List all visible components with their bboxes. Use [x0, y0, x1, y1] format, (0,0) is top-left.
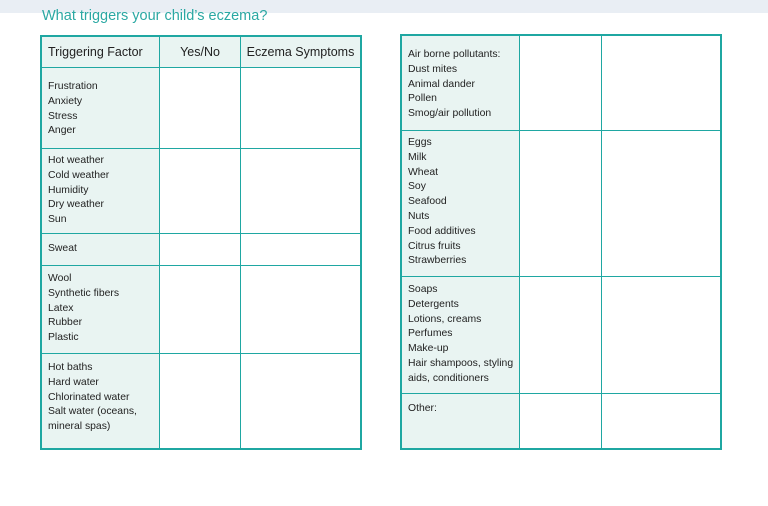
trigger-item: Strawberries — [408, 255, 467, 267]
table-row — [42, 353, 360, 448]
trigger-item: Salt water (oceans, — [48, 406, 137, 418]
trigger-item: Wheat — [408, 166, 439, 178]
trigger-item: Citrus fruits — [408, 240, 461, 252]
yes-no-cell[interactable] — [159, 68, 240, 148]
trigger-item: Hot baths — [48, 362, 93, 373]
trigger-item: Frustration — [48, 81, 98, 92]
trigger-item: Latex — [48, 302, 74, 314]
yes-no-cell[interactable] — [159, 266, 240, 353]
trigger-item: Plastic — [48, 332, 79, 344]
trigger-item: Hard water — [48, 376, 99, 388]
trigger-item: Soaps — [408, 284, 438, 295]
yes-no-cell[interactable] — [159, 149, 240, 233]
eczema-symptoms-cell[interactable] — [601, 131, 720, 276]
trigger-item: Lotions, creams — [408, 313, 482, 325]
table-row — [402, 36, 720, 130]
table-row — [42, 67, 360, 148]
trigger-item: Humidity — [48, 184, 89, 196]
eczema-symptoms-cell[interactable] — [601, 36, 720, 130]
eczema-symptoms-cell[interactable] — [240, 68, 360, 148]
trigger-item: Nuts — [408, 210, 430, 222]
table-row — [402, 393, 720, 448]
trigger-item: Hot weather — [48, 155, 105, 166]
trigger-item: Chlorinated water — [48, 391, 130, 403]
trigger-factor-cell — [42, 149, 159, 233]
trigger-factor-cell — [42, 234, 159, 265]
trigger-factor-cell — [42, 266, 159, 353]
trigger-item: Soy — [408, 181, 426, 193]
left-trigger-table — [40, 35, 362, 450]
trigger-item: Stress — [48, 110, 78, 122]
trigger-item: Perfumes — [408, 328, 453, 340]
yes-no-cell[interactable] — [519, 131, 601, 276]
trigger-item: Food additives — [408, 225, 476, 237]
eczema-symptoms-cell[interactable] — [601, 277, 720, 393]
trigger-item: Pollen — [408, 93, 437, 105]
trigger-item: Anger — [48, 125, 76, 137]
trigger-item: Smog/air pollution — [408, 108, 492, 120]
other-label: Other: — [408, 403, 437, 414]
trigger-item: Anxiety — [48, 95, 83, 107]
trigger-factor-cell — [402, 36, 519, 130]
trigger-factor-cell — [42, 354, 159, 448]
trigger-item: Sweat — [48, 243, 77, 254]
trigger-item: Air borne pollutants: — [408, 49, 501, 60]
eczema-symptoms-cell[interactable] — [240, 354, 360, 448]
table-row — [42, 233, 360, 265]
right-trigger-table — [400, 34, 722, 450]
trigger-item: Make-up — [408, 343, 449, 355]
trigger-factor-cell — [402, 131, 519, 276]
trigger-item: Eggs — [408, 137, 432, 148]
trigger-item: Hair shampoos, styling — [408, 357, 514, 369]
trigger-item: Rubber — [48, 317, 83, 329]
eczema-symptoms-cell[interactable] — [601, 394, 720, 448]
trigger-item: Cold weather — [48, 169, 110, 181]
yes-no-cell[interactable] — [519, 277, 601, 393]
eczema-symptoms-cell[interactable] — [240, 149, 360, 233]
trigger-item: mineral spas) — [48, 421, 111, 433]
trigger-item: Seafood — [408, 196, 447, 208]
trigger-item: Dry weather — [48, 199, 105, 211]
header-yes-no: Yes/No — [159, 37, 240, 67]
trigger-factor-cell — [402, 394, 519, 448]
table-row — [402, 276, 720, 393]
table-row — [402, 130, 720, 276]
trigger-item: Wool — [48, 273, 72, 284]
trigger-item: Synthetic fibers — [48, 287, 120, 299]
yes-no-cell[interactable] — [159, 234, 240, 265]
trigger-factor-cell — [402, 277, 519, 393]
trigger-item: Dust mites — [408, 63, 458, 75]
trigger-item: Milk — [408, 151, 427, 163]
trigger-item: aids, conditioners — [408, 372, 489, 384]
eczema-symptoms-cell[interactable] — [240, 234, 360, 265]
yes-no-cell[interactable] — [519, 36, 601, 130]
yes-no-cell[interactable] — [519, 394, 601, 448]
table-header-row — [42, 37, 360, 67]
trigger-item: Animal dander — [408, 78, 476, 90]
table-row — [42, 265, 360, 353]
trigger-item: Sun — [48, 214, 67, 226]
trigger-item: Detergents — [408, 298, 459, 310]
yes-no-cell[interactable] — [159, 354, 240, 448]
header-eczema-symptoms: Eczema Symptoms — [240, 37, 360, 67]
eczema-symptoms-cell[interactable] — [240, 266, 360, 353]
page-title: What triggers your child’s eczema? — [42, 8, 268, 24]
trigger-factor-cell — [42, 68, 159, 148]
header-triggering-factor: Triggering Factor — [42, 37, 159, 67]
table-row — [42, 148, 360, 233]
